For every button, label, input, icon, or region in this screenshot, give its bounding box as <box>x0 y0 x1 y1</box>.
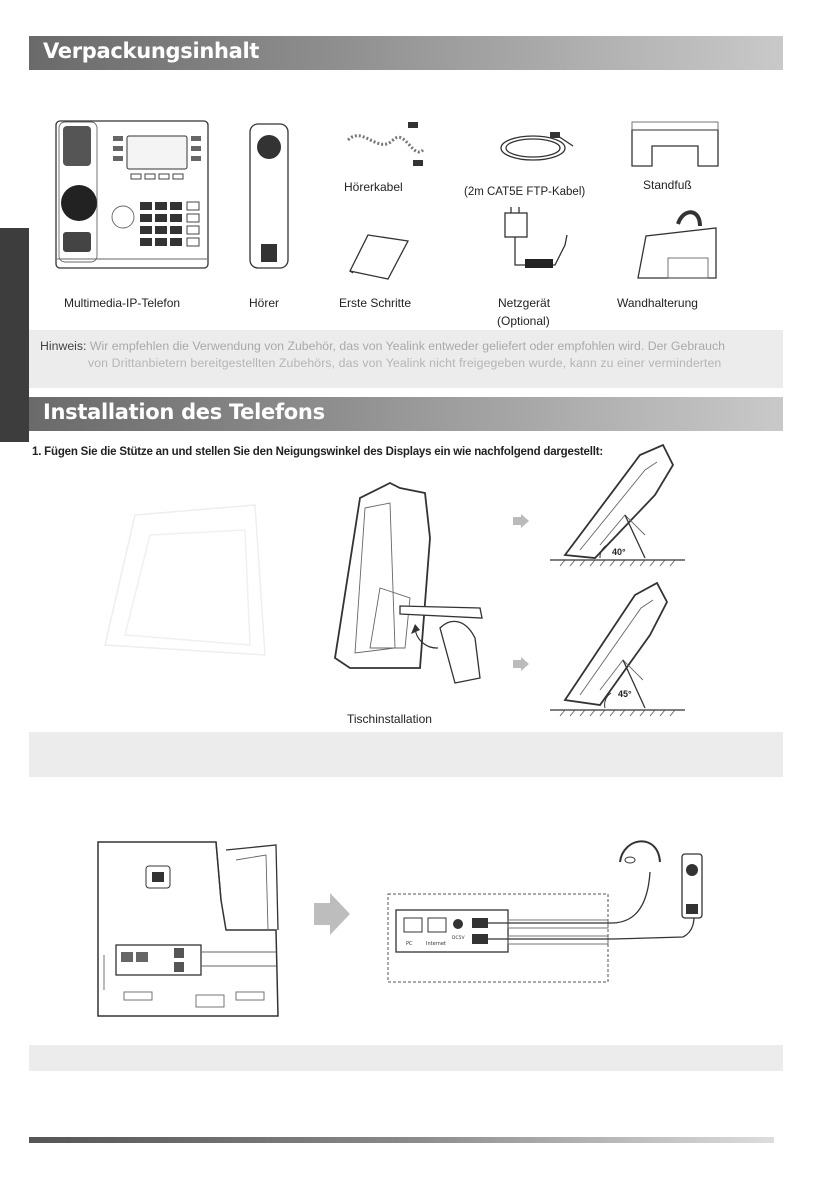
label-handset: Hörer <box>249 296 280 310</box>
side-tab <box>0 228 29 442</box>
note-line-2: von Drittanbietern bereitgestellten Zubehörs, das von Yealink nicht freigegeben wurde, kann zu einer verminderten <box>88 356 722 370</box>
handset-illustration <box>248 122 290 270</box>
port-pc-label: PC <box>406 941 413 947</box>
port-dc-label: DC5V <box>452 936 465 941</box>
ethernet-cable-illustration <box>488 124 578 169</box>
power-adapter-illustration <box>495 205 575 285</box>
label-ethernet-cable: (2m CAT5E FTP-Kabel) <box>464 186 586 198</box>
grey-bar-2 <box>29 1045 783 1071</box>
note-line-1 <box>40 339 725 353</box>
arrow-right-icon <box>513 657 529 671</box>
phone-45-degree-illustration <box>545 580 685 720</box>
section-banner-package <box>29 36 783 70</box>
note-box <box>29 330 783 388</box>
label-desk-installation: Tischinstallation <box>347 712 432 726</box>
angle-label-45: 45° <box>618 689 632 699</box>
label-wall-mount: Wandhalterung <box>617 296 698 310</box>
step1-instruction: 1. Fügen Sie die Stütze an und stellen Sie den Neigungswinkel des Displays ein wie nachfolgend dargestellt: <box>32 446 603 458</box>
quick-start-guide-illustration <box>348 233 410 281</box>
label-phone: Multimedia-IP-Telefon <box>64 296 181 310</box>
label-power-adapter: Netzgerät <box>498 296 551 310</box>
label-power-adapter-optional: (Optional) <box>497 314 550 328</box>
stand-illustration <box>628 120 723 170</box>
desk-phone-side-illustration <box>330 478 490 683</box>
port-internet-label: Internet <box>426 941 446 947</box>
label-handset-cord: Hörerkabel <box>344 180 403 194</box>
grey-bar-1 <box>29 732 783 777</box>
phone-illustration <box>55 120 210 270</box>
section-banner-install <box>29 397 783 431</box>
note-label: Hinweis: <box>40 339 87 353</box>
ports-detail-illustration <box>388 832 733 984</box>
handset-cord-illustration <box>343 120 428 170</box>
section-title-package: Verpackungsinhalt <box>43 39 260 63</box>
footer-bar <box>29 1137 774 1143</box>
section-title-install: Installation des Telefons <box>43 400 325 424</box>
big-arrow-icon <box>314 893 350 935</box>
label-stand: Standfuß <box>643 178 692 192</box>
arrow-right-icon <box>513 514 529 528</box>
wall-mount-illustration <box>628 208 723 283</box>
angle-label-40: 40° <box>612 547 626 557</box>
ghost-illustration <box>95 495 270 675</box>
label-quick-start: Erste Schritte <box>339 296 412 310</box>
note-text-1: Wir empfehlen die Verwendung von Zubehör, das von Yealink entweder geliefert oder empfohlen wird. Der Gebrauch <box>89 339 725 353</box>
phone-back-illustration <box>96 840 281 1018</box>
